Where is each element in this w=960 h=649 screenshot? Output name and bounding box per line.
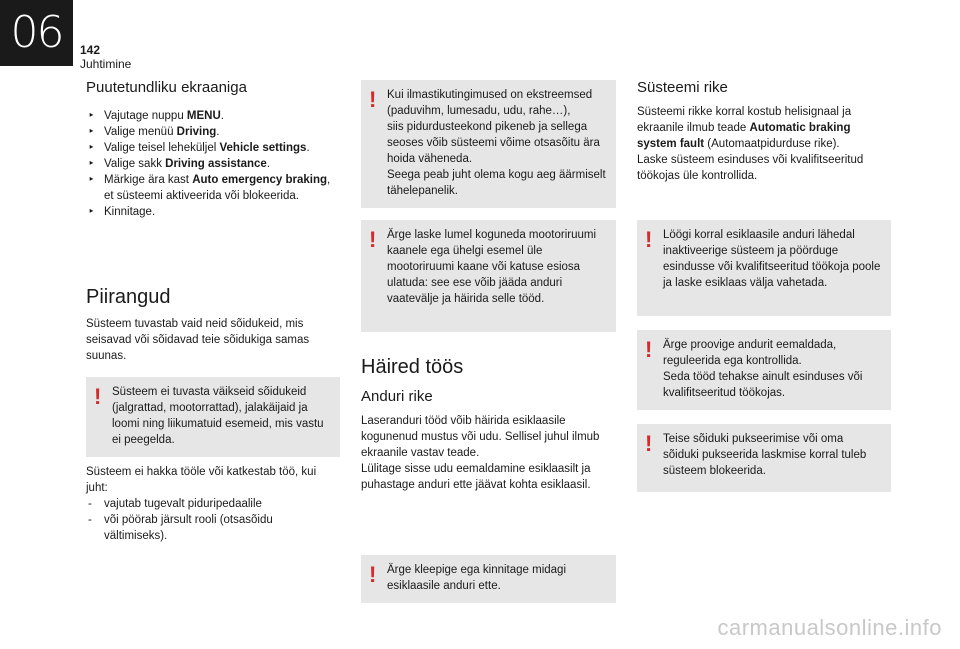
warning-text: Löögi korral esiklaasile anduri lähedal inaktiveerige süsteem ja pöörduge esindusse või kvalifitseeritud töökoja poole ja laske esiklaas välja vahetada.: [663, 229, 881, 289]
limits-text: Süsteem tuvastab vaid neid sõidukeid, mis seisavad või sõidavad teie sõidukiga samas suunas.: [86, 318, 310, 362]
warning-line: Seda tööd tehakse ainult esinduses või kvalifitseeritud töökojas.: [663, 371, 863, 399]
warning-box: [637, 424, 891, 492]
warning-icon: !: [645, 337, 653, 362]
warning-line: siis pidurdusteekond pikeneb ja sellega seoses võib süsteemi võime otsasõitu ära hoida väheneda.: [387, 121, 600, 165]
page-number: 142: [80, 43, 101, 57]
stop-item: - vajutab tugevalt piduripedaalile: [86, 496, 336, 512]
step-item: ‣ Valige teisel leheküljel Vehicle settings.: [86, 140, 341, 156]
warning-icon: !: [94, 384, 102, 409]
warning-icon: !: [369, 87, 377, 112]
step-item: ‣ Valige sakk Driving assistance.: [86, 156, 341, 172]
warning-icon: !: [369, 562, 377, 587]
system-fault-text: Süsteemi rikke korral kostub helisignaal ja ekraanile ilmub teade Automatic braking system fault (Automaatpidurduse rike).: [637, 106, 852, 150]
column-left: [86, 78, 341, 220]
warning-text: Ärge kleepige ega kinnitage midagi esiklaasile anduri ette.: [387, 564, 567, 592]
sensor-text: Lülitage sisse udu eemaldamine esiklaasilt ja puhastage anduri ette jäävat kohta esiklaasil.: [361, 463, 591, 491]
limits-heading: Piirangud: [86, 286, 171, 308]
warning-line: Ärge proovige andurit eemaldada, reguleerida ega kontrollida.: [663, 339, 837, 367]
steps-list: [86, 108, 341, 220]
stop-item: - või pöörab järsult rooli (otsasõidu vältimiseks).: [86, 512, 336, 544]
watermark: carmanualsonline.info: [717, 615, 942, 640]
chapter-title: Juhtimine: [80, 57, 132, 71]
chapter-tab: 06: [0, 0, 73, 66]
warning-line: Kui ilmastikutingimused on ekstreemsed (paduvihm, lumesadu, udu, rahe…),: [387, 89, 593, 117]
warning-box: [361, 80, 616, 208]
warning-box: [637, 330, 891, 410]
warning-text: Ärge laske lumel koguneda mootoriruumi kaanele ega ühelgi esemel üle mootoriruumi kaane või katuse esiosa ulatuda: see ese võib jääda anduri vaatevälje ja häirida selle tööd.: [387, 229, 597, 305]
system-fault-heading: Süsteemi rike: [637, 79, 728, 96]
step-item: ‣ Kinnitage.: [86, 204, 341, 220]
warning-box: [86, 377, 340, 457]
touchscreen-heading: Puutetundliku ekraaniga: [86, 79, 247, 96]
warning-icon: !: [645, 431, 653, 456]
system-fault-text2: Laske süsteem esinduses või kvalifitseeritud töökojas üle kontrollida.: [637, 154, 864, 182]
system-fault-body: [637, 104, 887, 184]
warning-text: Teise sõiduki pukseerimise või oma sõiduki pukseerida laskmise korral tuleb süsteem blokeerida.: [663, 433, 867, 477]
sensor-heading: Anduri rike: [361, 388, 433, 405]
faults-heading: Häired töös: [361, 356, 464, 378]
sensor-text: Laseranduri tööd võib häirida esiklaasile kogunenud mustus või udu. Sellisel juhul ilmub ekraanile vastav teade.: [361, 415, 600, 459]
stop-conditions: [86, 464, 336, 544]
warning-box: [361, 220, 616, 332]
sensor-body: [361, 413, 616, 493]
step-item: ‣ Vajutage nuppu MENU.: [86, 108, 341, 124]
warning-icon: !: [369, 227, 377, 252]
warning-line: Seega peab juht olema kogu aeg äärmiselt tähelepanelik.: [387, 169, 606, 197]
warning-box: [361, 555, 616, 603]
warning-text: Süsteem ei tuvasta väikseid sõidukeid (jalgrattad, mootorrattad), jalakäijaid ja loomi ning liikumatuid esemeid, mis vastu ei peegelda.: [112, 386, 324, 446]
stop-list: [86, 496, 336, 544]
step-item: ‣ Valige menüü Driving.: [86, 124, 341, 140]
stop-text: Süsteem ei hakka tööle või katkestab töö, kui juht:: [86, 466, 317, 494]
step-item: ‣ Märkige ära kast Auto emergency braking, et süsteemi aktiveerida või blokeerida.: [86, 172, 341, 204]
warning-icon: !: [645, 227, 653, 252]
warning-box: [637, 220, 891, 316]
